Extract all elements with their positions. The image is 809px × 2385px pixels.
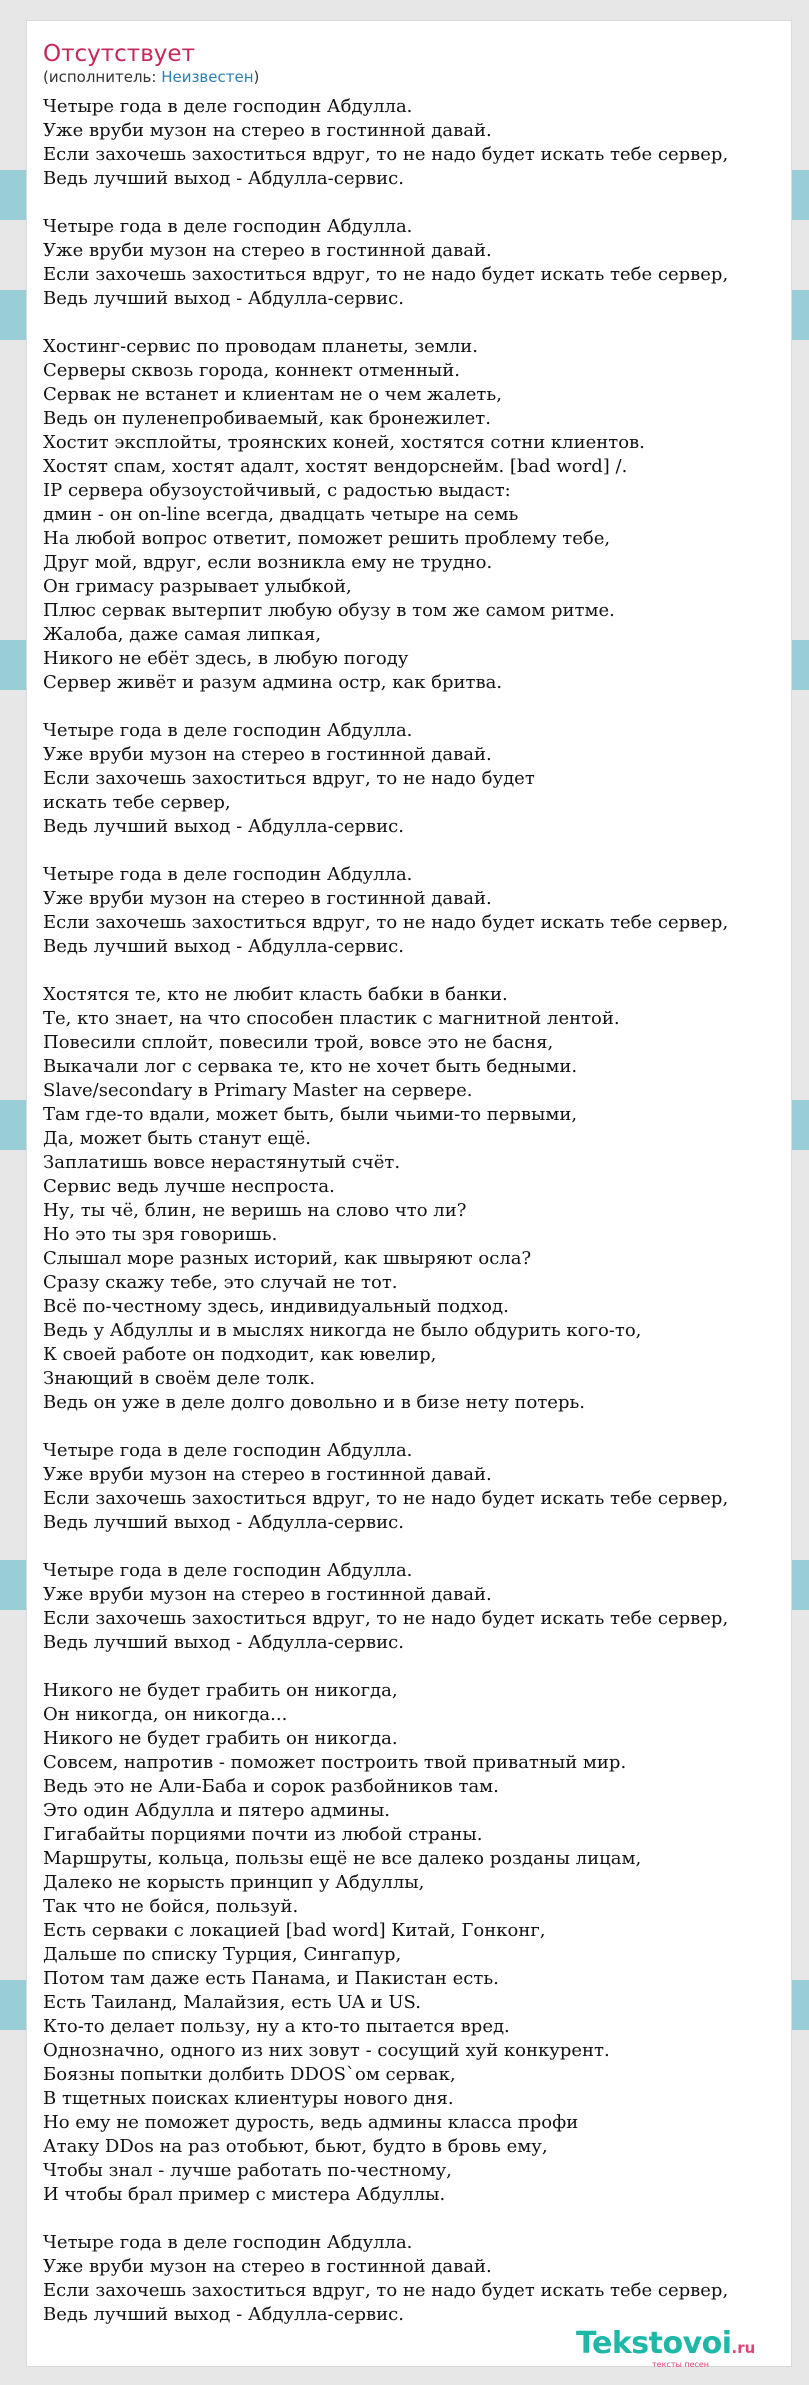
lyrics-line: Сервер живёт и разум админа остр, как бритва. [43, 672, 503, 693]
lyrics-line: дмин - он on-line всегда, двадцать четыре на семь [43, 504, 519, 525]
logo-tagline: тексты песен [652, 2360, 710, 2369]
lyrics-line: Ведь лучший выход - Абдулла-сервис. [43, 936, 404, 957]
lyrics-line: Ведь лучший выход - Абдулла-сервис. [43, 288, 404, 309]
logo-tld: .ru [731, 2339, 756, 2357]
lyrics-line: Там где-то вдали, может быть, были чьими-то первыми, [43, 1104, 578, 1125]
lyrics-line: Ведь лучший выход - Абдулла-сервис. [43, 816, 404, 837]
lyrics-line: Сразу скажу тебе, это случай не тот. [43, 1272, 398, 1293]
lyrics-line: Ведь это не Али-Баба и сорок разбойников там. [43, 1776, 499, 1797]
lyrics-line: Уже вруби музон на стерео в гостинной давай. [43, 2256, 492, 2277]
artist-line [43, 67, 791, 87]
lyrics-line: Хостинг-сервис по проводам планеты, земли. [43, 336, 478, 357]
lyrics-line: Повесили сплойт, повесили трой, вовсе это не басня, [43, 1032, 554, 1053]
lyrics-stanza [43, 983, 791, 1415]
lyrics-line: Сервак не встанет и клиентам не о чем жалеть, [43, 384, 502, 405]
site-logo[interactable] [576, 2326, 776, 2369]
lyrics-line: Ведь у Абдуллы и в мыслях никогда не было обдурить кого-то, [43, 1320, 642, 1341]
lyrics-line: Никого не будет грабить он никогда, [43, 1680, 398, 1701]
lyrics-line: Он никогда, он никогда... [43, 1704, 288, 1725]
lyrics-line: Те, кто знает, на что способен пластик с магнитной лентой. [43, 1008, 620, 1029]
lyrics-line: Slave/secondary в Primary Master на сервере. [43, 1080, 473, 1101]
lyrics-line: Уже вруби музон на стерео в гостинной давай. [43, 1464, 492, 1485]
lyrics-stanza [43, 215, 791, 311]
lyrics-line: Ведь лучший выход - Абдулла-сервис. [43, 1512, 404, 1533]
lyrics-line: Заплатишь вовсе нерастянутый счёт. [43, 1152, 401, 1173]
lyrics-line: Если захочешь захоститься вдруг, то не надо будет искать тебе сервер, [43, 1608, 729, 1629]
lyrics-line: IP сервера обузоустойчивый, с радостью выдаст: [43, 480, 511, 501]
lyrics-line: Боязны попытки долбить DDOS`ом сервак, [43, 2064, 456, 2085]
lyrics-line: Ну, ты чё, блин, не веришь на слово что ли? [43, 1200, 467, 1221]
lyrics-line: Ведь он пуленепробиваемый, как бронежилет. [43, 408, 491, 429]
lyrics-line: Если захочешь захоститься вдруг, то не надо будет искать тебе сервер, [43, 2280, 729, 2301]
lyrics-line: Никого не будет грабить он никогда. [43, 1728, 398, 1749]
lyrics-line: Жалоба, даже самая липкая, [43, 624, 322, 645]
lyrics-line: Четыре года в деле господин Абдулла. [43, 216, 413, 237]
lyrics-line: Это один Абдулла и пятеро админы. [43, 1800, 391, 1821]
lyrics-line: Но ему не поможет дурость, ведь админы класса профи [43, 2112, 579, 2133]
lyrics-line: Да, может быть станут ещё. [43, 1128, 311, 1149]
lyrics-stanza [43, 1679, 791, 2207]
lyrics-card-content [43, 41, 791, 2351]
lyrics-line: Ведь лучший выход - Абдулла-сервис. [43, 1632, 404, 1653]
lyrics-line: Сервис ведь лучше неспроста. [43, 1176, 335, 1197]
lyrics-line: К своей работе он подходит, как ювелир, [43, 1344, 437, 1365]
lyrics-line: Уже вруби музон на стерео в гостинной давай. [43, 744, 492, 765]
lyrics-line: Уже вруби музон на стерео в гостинной давай. [43, 120, 492, 141]
lyrics-line: Уже вруби музон на стерео в гостинной давай. [43, 240, 492, 261]
lyrics-line: Кто-то делает пользу, ну а кто-то пытается вред. [43, 2016, 510, 2037]
lyrics-line: Друг мой, вдруг, если возникла ему не трудно. [43, 552, 493, 573]
lyrics-line: Дальше по списку Турция, Сингапур, [43, 1944, 402, 1965]
lyrics-line: Четыре года в деле господин Абдулла. [43, 1440, 413, 1461]
song-title: Отсутствует [43, 41, 195, 67]
lyrics-line: Атаку DDos на раз отобьют, бьют, будто в бровь ему, [43, 2136, 548, 2157]
lyrics-line: Уже вруби музон на стерео в гостинной давай. [43, 1584, 492, 1605]
lyrics-line: Он гримасу разрывает улыбкой, [43, 576, 352, 597]
lyrics-line: Плюс сервак вытерпит любую обузу в том же самом ритме. [43, 600, 615, 621]
lyrics-line: Выкачали лог с сервака те, кто не хочет быть бедными. [43, 1056, 578, 1077]
lyrics-line: Если захочешь захоститься вдруг, то не надо будет искать тебе сервер, [43, 144, 729, 165]
lyrics-line: Слышал море разных историй, как швыряют осла? [43, 1248, 532, 1269]
artist-suffix: ) [253, 68, 260, 86]
lyrics-stanza [43, 1559, 791, 1655]
lyrics-line: Знающий в своём деле толк. [43, 1368, 316, 1389]
lyrics-line: Чтобы знал - лучше работать по-честному, [43, 2160, 452, 2181]
lyrics-stanza [43, 863, 791, 959]
lyrics-line: В тщетных поисках клиентуры нового дня. [43, 2088, 454, 2109]
lyrics-line: Есть Таиланд, Малайзия, есть UA и US. [43, 1992, 421, 2013]
lyrics-text [43, 95, 791, 2327]
lyrics-line: На любой вопрос ответит, поможет решить проблему тебе, [43, 528, 611, 549]
lyrics-line: Если захочешь захоститься вдруг, то не надо будет искать тебе сервер, [43, 912, 729, 933]
lyrics-line: Потом там даже есть Панама, и Пакистан есть. [43, 1968, 499, 1989]
lyrics-line: Хостят спам, хостят адалт, хостят вендорснейм. [bad word] /. [43, 456, 628, 477]
lyrics-card [26, 20, 792, 2367]
lyrics-line: Ведь он уже в деле долго довольно и в бизе нету потерь. [43, 1392, 585, 1413]
lyrics-line: Четыре года в деле господин Абдулла. [43, 864, 413, 885]
lyrics-stanza [43, 719, 791, 839]
artist-prefix: (исполнитель: [43, 68, 162, 86]
lyrics-line: Всё по-честному здесь, индивидуальный подход. [43, 1296, 509, 1317]
artist-link[interactable]: Неизвестен [161, 68, 254, 86]
lyrics-line: Если захочешь захоститься вдруг, то не надо будет [43, 768, 535, 789]
lyrics-line: Четыре года в деле господин Абдулла. [43, 2232, 413, 2253]
lyrics-line: Есть серваки с локацией [bad word] Китай, Гонконг, [43, 1920, 546, 1941]
lyrics-line: Если захочешь захоститься вдруг, то не надо будет искать тебе сервер, [43, 1488, 729, 1509]
lyrics-stanza [43, 1439, 791, 1535]
lyrics-line: И чтобы брал пример с мистера Абдуллы. [43, 2184, 446, 2205]
lyrics-line: Ведь лучший выход - Абдулла-сервис. [43, 168, 404, 189]
lyrics-line: Далеко не корысть принцип у Абдуллы, [43, 1872, 425, 1893]
lyrics-line: Никого не ебёт здесь, в любую погоду [43, 648, 409, 669]
lyrics-stanza [43, 95, 791, 191]
lyrics-line: Если захочешь захоститься вдруг, то не надо будет искать тебе сервер, [43, 264, 729, 285]
lyrics-line: Гигабайты порциями почти из любой страны. [43, 1824, 483, 1845]
lyrics-line: Однозначно, одного из них зовут - сосущий хуй конкурент. [43, 2040, 610, 2061]
lyrics-line: Хостит эксплойты, троянских коней, хостятся сотни клиентов. [43, 432, 645, 453]
lyrics-line: Уже вруби музон на стерео в гостинной давай. [43, 888, 492, 909]
logo-name: Tekstovoi [576, 2326, 732, 2361]
lyrics-line: Маршруты, кольца, пользы ещё не все далеко розданы лицам, [43, 1848, 642, 1869]
lyrics-line: Четыре года в деле господин Абдулла. [43, 720, 413, 741]
lyrics-stanza [43, 2231, 791, 2327]
lyrics-stanza [43, 335, 791, 695]
lyrics-line: искать тебе сервер, [43, 792, 231, 813]
lyrics-line: Четыре года в деле господин Абдулла. [43, 96, 413, 117]
lyrics-line: Серверы сквозь города, коннект отменный. [43, 360, 460, 381]
lyrics-line: Ведь лучший выход - Абдулла-сервис. [43, 2304, 404, 2325]
lyrics-line: Хостятся те, кто не любит класть бабки в банки. [43, 984, 508, 1005]
lyrics-line: Но это ты зря говоришь. [43, 1224, 278, 1245]
lyrics-line: Совсем, напротив - поможет построить твой приватный мир. [43, 1752, 627, 1773]
lyrics-line: Так что не бойся, пользуй. [43, 1896, 299, 1917]
lyrics-line: Четыре года в деле господин Абдулла. [43, 1560, 413, 1581]
